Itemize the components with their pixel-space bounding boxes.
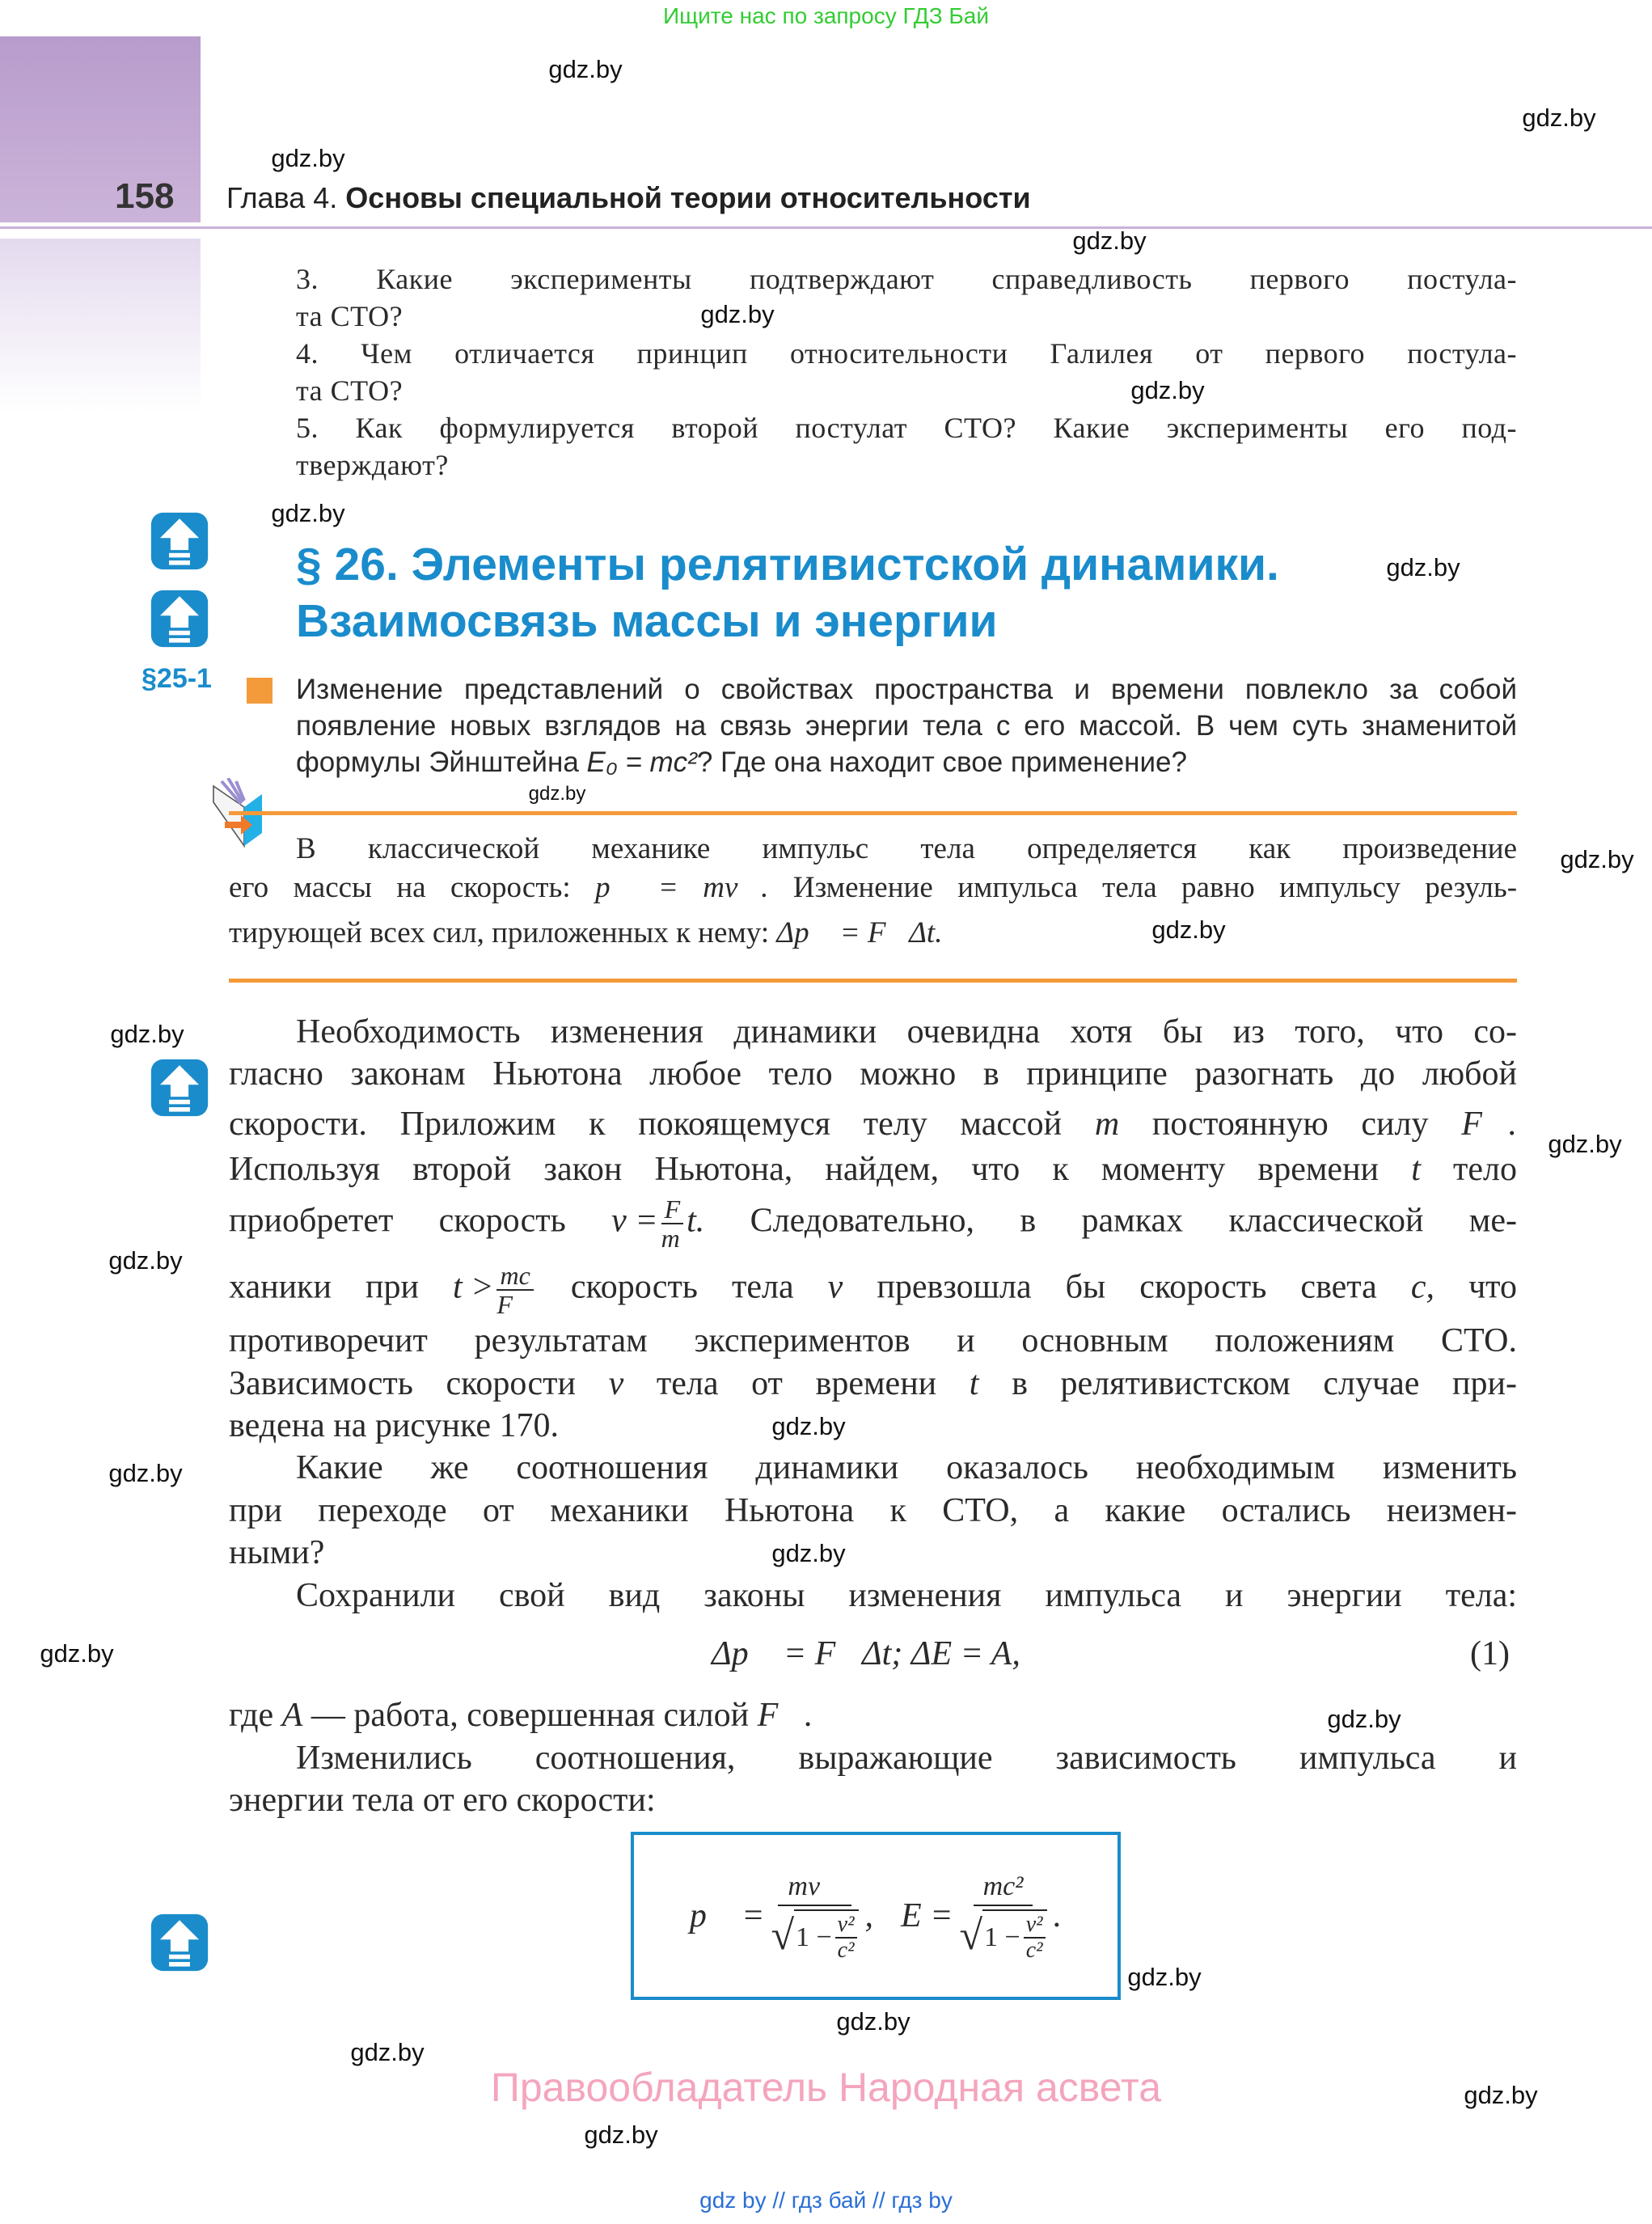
watermark: gdz.by [110,1020,184,1048]
var: v [827,1268,843,1306]
text-line [229,1696,813,1735]
text-part: скорости. Приложим к покоящемуся телу массой [229,1106,1063,1143]
text-line [229,1150,1517,1189]
var: t [1411,1151,1421,1188]
numerator: F [661,1195,684,1224]
text-line: ными? [229,1534,325,1571]
page-number: 158 [115,176,175,216]
text-part: тела от времени [656,1365,937,1402]
text-line: Необходимость изменения динамики очевидна хотя бы из того, что со- [296,1013,1517,1051]
watermark: gdz.by [271,499,345,527]
text-part: его массы на скорость: [229,871,571,904]
text-line: энергии тела от его скорости: [229,1782,656,1819]
fraction [771,1869,858,1963]
recall-bottom-rule [229,979,1517,983]
chapter-name: Основы специальной теории относительности [345,181,1031,214]
period: . [1053,1897,1063,1934]
text-part: где [229,1697,274,1734]
intro-text-part: формулы Эйнштейна [296,746,579,778]
equation-number: (1) [1470,1635,1510,1672]
watermark: gdz.by [108,1246,183,1275]
chapter-prefix: Глава 4. [226,181,338,214]
recall-line: В классической механике импульс тела определяется как произведение [296,832,1517,865]
book-recall-icon [209,778,289,859]
radicand [982,1909,1047,1963]
watermark: gdz.by [350,2038,425,2066]
recall-line [229,915,942,950]
section-reference-link[interactable]: §25-1 [142,663,212,694]
radical-sign: √ [959,1913,983,1959]
text-part: Следовательно, в рамках классической ме- [750,1202,1517,1240]
impulse-formula: Δp⃗ = F⃗Δt. [776,916,943,949]
watermark: gdz.by [40,1639,114,1668]
watermark: gdz.by [1151,915,1226,944]
question-line: та СТО? [296,300,403,332]
text-line: гласно законам Ньютона любое тело можно в принципе разогнать до любой [229,1055,1517,1093]
intro-text-part: ? Где она находит свое применение? [696,746,1187,778]
question-line: тверждают? [296,449,449,481]
watermark: gdz.by [1386,553,1460,581]
text-part: тирующей всех сил, приложенных к нему: [229,916,770,949]
chapter-title [226,181,1031,215]
c-squared: c² [837,1938,855,1963]
radicand [794,1909,859,1963]
search-hint: Ищите нас по запросу ГДЗ Бай [662,3,990,28]
var: t [969,1365,979,1402]
var: t. [687,1202,705,1240]
v-squared: v² [835,1913,857,1939]
recall-line [229,870,1517,905]
upload-arrow-icon[interactable] [150,589,209,649]
text-line: Сохранили свой вид законы изменения импульса и энергии тела: [296,1577,1517,1614]
einstein-formula: E₀ = mc² [586,746,697,778]
numerator: mv⃗ [778,1869,851,1906]
watermark: gdz.by [271,144,345,172]
copyright-footer: Правообладатель Народная асвета [490,2065,1162,2110]
v-squared: v² [1024,1913,1046,1939]
denominator: m [661,1224,680,1253]
section-subtitle: Взаимосвязь массы и энергии [296,595,998,647]
var: v [608,1365,624,1402]
lhs: E = [901,1897,953,1934]
watermark: gdz.by [1522,104,1596,132]
text-part: тело [1453,1151,1518,1188]
watermark: gdz.by [1548,1130,1622,1158]
orange-marker [247,678,273,704]
header-divider [0,226,1652,229]
text-line [229,1105,1517,1144]
relativistic-formulas-box [631,1832,1121,2000]
upload-arrow-icon[interactable] [150,511,209,571]
equation-1: Δp⃗ = F⃗Δt; ΔE = A, [712,1635,1020,1672]
intro-line: Изменение представлений о свойствах пространства и времени повлекло за собой [296,674,1517,705]
text-part: Зависимость скорости [229,1365,576,1402]
var: F⃗. [757,1697,813,1734]
watermark: gdz.by [1072,226,1147,255]
text-line: при переходе от механики Ньютона к СТО, а какие остались неизмен- [229,1492,1517,1529]
v-over-c-fraction [835,1913,857,1963]
momentum-formula: p⃗ = mv⃗. [595,871,769,904]
v-over-c-fraction [1024,1913,1046,1963]
text-part: что [1468,1268,1517,1306]
intro-line [296,744,1187,780]
text-part: скорость тела [570,1268,794,1306]
text-part: Изменение импульса тела равно импульсу резуль- [792,871,1518,904]
question-line: 3. Какие эксперименты подтверждают справедливость первого постула- [296,263,1517,295]
watermark: gdz.by [1327,1705,1401,1733]
var: A [281,1697,303,1734]
text-part: — работа, совершенная силой [311,1697,750,1734]
var: m [1094,1106,1120,1143]
c-squared: c² [1025,1938,1043,1963]
text-part: приобретет скорость [229,1202,566,1240]
root-part: 1 − [795,1922,832,1952]
text-line: Изменились соотношения, выражающие зависимость импульса и [296,1740,1517,1777]
watermark: gdz.by [700,300,775,328]
lhs: p⃗ = [689,1897,765,1934]
sqrt-denominator [771,1906,858,1963]
text-line [229,1364,1517,1403]
var: t > [452,1268,494,1306]
watermark: gdz.by [528,783,586,805]
var: c, [1410,1268,1435,1306]
watermark: gdz.by [548,55,623,83]
momentum-formula [690,1869,873,1963]
question-line: 4. Чем отличается принцип относительности Галилея от первого постула- [296,337,1517,370]
watermark: gdz.by [836,2007,911,2036]
fraction [960,1869,1047,1963]
question-line: та СТО? [296,374,403,407]
comma: , [864,1897,873,1934]
text-line: ведена на рисунке 170. [229,1407,559,1444]
text-part: превзошла бы скорость света [877,1268,1377,1306]
intro-line: появление новых взглядов на связь энергии тела с его массой. В чем суть знаменитой [296,710,1517,742]
margin-gradient [0,239,201,412]
watermark: gdz.by [771,1412,846,1440]
recall-top-rule [229,811,1517,815]
numerator: mc² [974,1869,1033,1906]
upload-arrow-icon[interactable] [150,1058,209,1118]
numerator: mc [496,1262,533,1291]
watermark: gdz.by [1130,376,1205,404]
text-part: ханики при [229,1268,419,1306]
fraction [661,1195,684,1252]
text-part: постоянную силу [1151,1106,1429,1143]
denominator: F [496,1290,513,1319]
var: F⃗. [1461,1106,1518,1143]
radical-sign: √ [771,1913,794,1959]
bottom-links[interactable]: gdz by // гдз бай // гдз by [699,2188,953,2213]
watermark: gdz.by [108,1459,183,1487]
text-part: Используя второй закон Ньютона, найдем, что к моменту времени [229,1151,1379,1188]
section-title: § 26. Элементы релятивистской динамики. [296,539,1279,590]
energy-formula [901,1869,1062,1963]
watermark: gdz.by [1464,2081,1538,2109]
var: v = [611,1202,658,1240]
text-line: Какие же соотношения динамики оказалось необходимым изменить [296,1449,1517,1486]
watermark: gdz.by [584,2120,658,2149]
question-line: 5. Как формулируется второй постулат СТО? Какие эксперименты его под- [296,412,1517,444]
text-line [229,1195,1517,1252]
fraction [496,1262,533,1318]
root-part: 1 − [984,1922,1020,1952]
watermark: gdz.by [771,1539,846,1567]
watermark: gdz.by [1560,845,1634,873]
sqrt-denominator [960,1906,1047,1963]
text-line: противоречит результатам экспериментов и основным положениям СТО. [229,1322,1517,1359]
text-line [229,1262,1517,1318]
text-part: в релятивистском случае при- [1012,1365,1517,1402]
upload-arrow-icon[interactable] [150,1913,209,1972]
watermark: gdz.by [1127,1963,1202,1991]
